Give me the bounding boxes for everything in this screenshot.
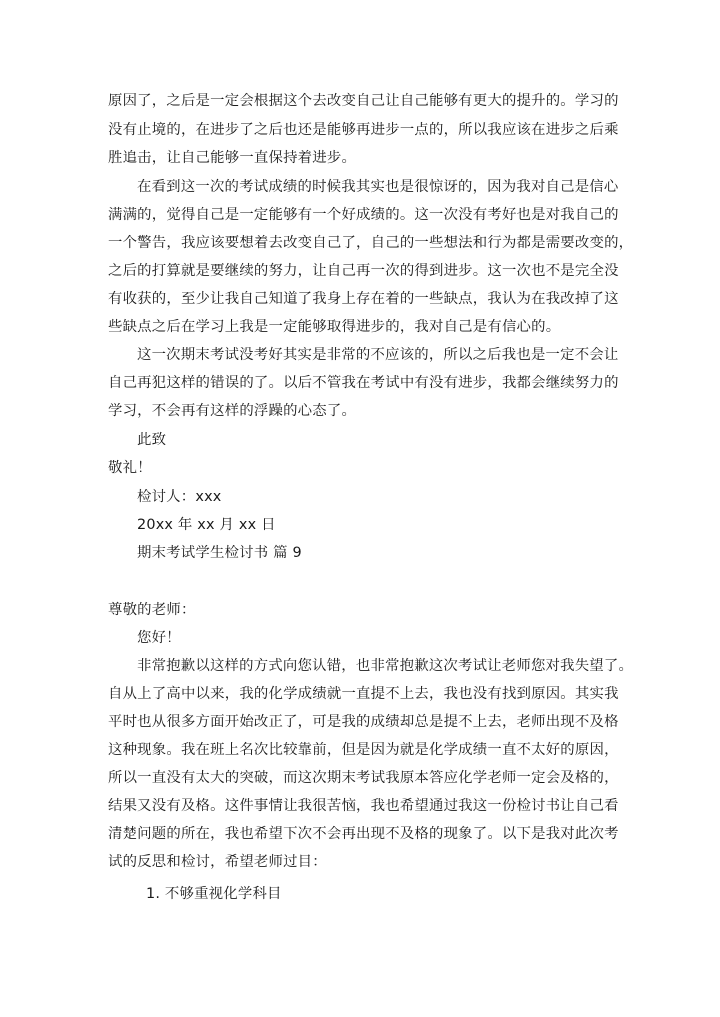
paragraph-line: 自己再犯这样的错误的了。以后不管我在考试中有没有进步，我都会继续努力的 (108, 375, 619, 391)
paragraph-line: 清楚问题的所在，我也希望下次不会再出现不及格的现象了。以下是我对此次考 (108, 826, 619, 842)
closing-salutation: 此致 (137, 432, 167, 448)
closing-regards: 敬礼！ (108, 460, 152, 476)
paragraph-line: 结果又没有及格。这件事情让我很苦恼，我也希望通过我这一份检讨书让自己看 (108, 798, 619, 814)
paragraph-line: 自从上了高中以来，我的化学成绩就一直提不上去，我也没有找到原因。其实我 (108, 686, 619, 702)
paragraph-line: 所以一直没有太大的突破，而这次期末考试我原本答应化学老师一定会及格的， (108, 770, 619, 786)
paragraph-line: 满满的，觉得自己是一定能够有一个好成绩的。这一次没有考好也是对我自己的 (108, 207, 619, 223)
paragraph-line: 胜追击，让自己能够一直保持着进步。 (108, 150, 357, 166)
paragraph-line: 一个警告，我应该要想着去改变自己了，自己的一些想法和行为都是需要改变的， (108, 235, 634, 251)
paragraph-line: 这一次期末考试没考好其实是非常的不应该的，所以之后我也是一定不会让 (137, 347, 619, 363)
letter-greeting: 尊敬的老师： (108, 602, 196, 618)
paragraph-line: 些缺点之后在学习上我是一定能够取得进步的，我对自己是有信心的。 (108, 319, 561, 335)
paragraph-line: 在看到这一次的考试成绩的时候我其实也是很惊讶的，因为我对自己是信心 (137, 179, 619, 195)
signature-name: 检讨人：xxx (137, 489, 222, 505)
paragraph-line: 这种现象。我在班上名次比较靠前，但是因为就是化学成绩一直不太好的原因， (108, 742, 619, 758)
paragraph-line: 学习，不会再有这样的浮躁的心态了。 (108, 403, 357, 419)
section-title: 期末考试学生检讨书 篇 9 (137, 545, 302, 561)
paragraph-line: 平时也从很多方面开始改正了，可是我的成绩却总是提不上去，老师出现不及格 (108, 714, 619, 730)
paragraph-line: 没有止境的，在进步了之后也还是能够再进步一点的，所以我应该在进步之后乘 (108, 122, 619, 138)
paragraph-line: 非常抱歉以这样的方式向您认错，也非常抱歉这次考试让老师您对我失望了。 (137, 658, 634, 674)
paragraph-line: 有收获的，至少让我自己知道了我身上存在着的一些缺点，我认为在我改掉了这 (108, 291, 619, 307)
signature-date: 20xx 年 xx 月 xx 日 (137, 517, 276, 533)
paragraph-line: 之后的打算就是要继续的努力，让自己再一次的得到进步。这一次也不是完全没 (108, 263, 619, 279)
letter-hello: 您好！ (137, 630, 181, 646)
list-item-heading: 1. 不够重视化学科目 (146, 886, 282, 902)
paragraph-line: 试的反思和检讨，希望老师过目： (108, 854, 327, 870)
paragraph-line: 原因了，之后是一定会根据这个去改变自己让自己能够有更大的提升的。学习的 (108, 93, 619, 109)
